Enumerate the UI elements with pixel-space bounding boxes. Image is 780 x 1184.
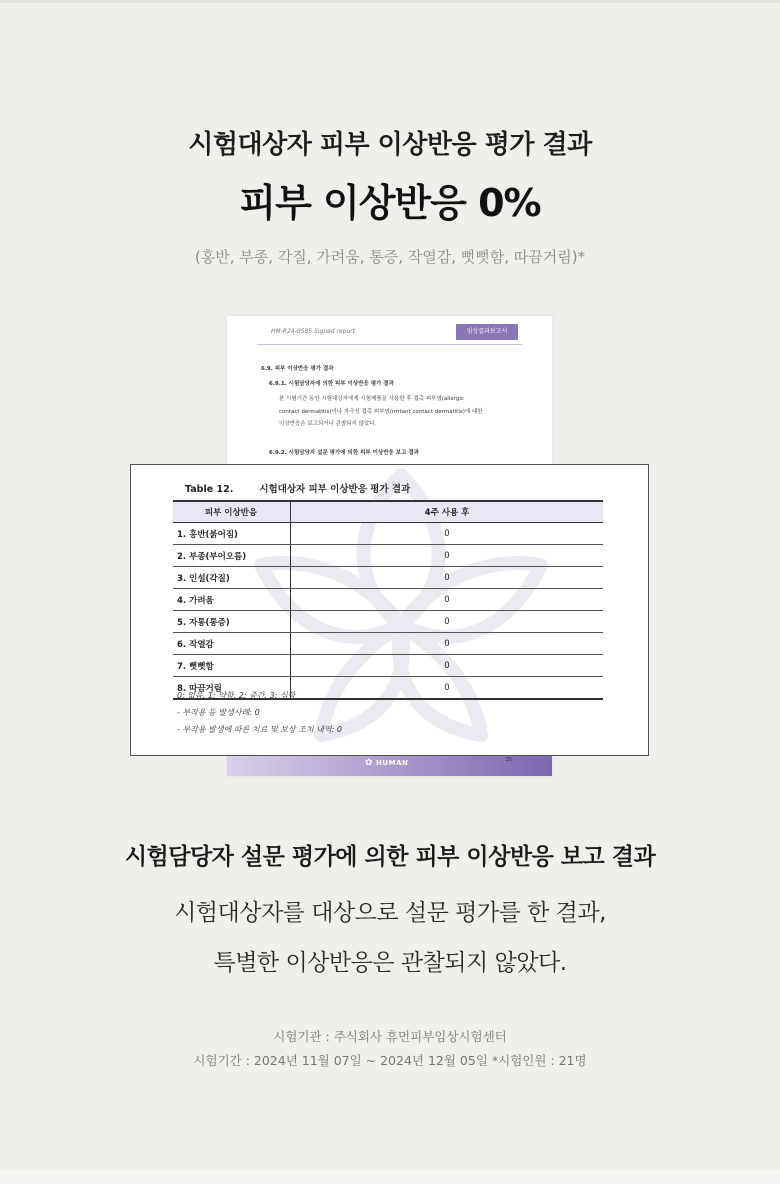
treatment-note: - 부작용 발생에 따른 치료 및 보상 조치 내역: 0 xyxy=(177,725,342,734)
row-label: 1. 홍반(붉어짐) xyxy=(173,523,291,545)
row-value: 0 xyxy=(291,633,604,655)
column-header: 4주 사용 후 xyxy=(291,501,604,523)
top-divider xyxy=(0,0,780,3)
table-notes xyxy=(177,687,342,738)
summary-body xyxy=(0,888,780,988)
row-value: 0 xyxy=(291,677,604,700)
row-label: 8. 따끔거림 xyxy=(173,677,291,700)
page-subtitle: 시험대상자 피부 이상반응 평가 결과 xyxy=(188,130,592,160)
table-title: Table 12. 시험대상자 피부 이상반응 평가 결과 xyxy=(185,484,411,495)
table-header-row xyxy=(173,501,603,523)
row-value: 0 xyxy=(291,545,604,567)
table-row xyxy=(173,589,603,611)
report-line: 이상반응은 보고되거나 관찰되지 않았다. xyxy=(279,421,377,427)
table-row xyxy=(173,611,603,633)
side-effect-note: - 부작용 등 발생사례: 0 xyxy=(177,708,260,717)
result-table-card xyxy=(130,464,649,756)
bottom-band xyxy=(0,1170,780,1184)
table-row xyxy=(173,655,603,677)
test-agency: 시험기관 : 주식회사 휴먼피부임상시험센터 xyxy=(273,1029,507,1044)
row-value: 0 xyxy=(291,611,604,633)
test-meta xyxy=(0,1025,780,1073)
row-label: 4. 가려움 xyxy=(173,589,291,611)
star-logo-icon: ✿ xyxy=(365,758,374,768)
summary-line: 특별한 이상반응은 관찰되지 않았다. xyxy=(213,950,567,976)
row-value: 0 xyxy=(291,655,604,677)
summary-title: 시험담당자 설문 평가에 의한 피부 이상반응 보고 결과 xyxy=(124,844,656,870)
table-row xyxy=(173,523,603,545)
row-value: 0 xyxy=(291,567,604,589)
test-period: 시험기간 : 2024년 11월 07일 ~ 2024년 12월 05일 *시험인원 : 21명 xyxy=(193,1053,587,1068)
row-label: 2. 부종(부어오름) xyxy=(173,545,291,567)
table-row xyxy=(173,545,603,567)
report-doc-id: HM-R24-0585 Signed report xyxy=(271,328,355,335)
row-value: 0 xyxy=(291,523,604,545)
row-value: 0 xyxy=(291,589,604,611)
row-label: 6. 작열감 xyxy=(173,633,291,655)
row-label: 3. 인설(각질) xyxy=(173,567,291,589)
adverse-reaction-table xyxy=(173,500,603,700)
table-row xyxy=(173,567,603,589)
column-header: 피부 이상반응 xyxy=(173,501,291,523)
report-tag: 임상결과보고서 xyxy=(456,324,518,340)
report-line: 본 시험기간 동안 시험대상자에게 시험제품을 사용한 후 접촉 피부염(allergic xyxy=(279,396,464,402)
report-page-number: 25 xyxy=(505,757,512,763)
summary-line: 시험대상자를 대상으로 설문 평가를 한 결과, xyxy=(174,900,606,926)
report-line: 6.9.2. 시험담당자 설문 평가에 의한 피부 이상반응 보고 결과 xyxy=(269,450,419,456)
table-row xyxy=(173,633,603,655)
report-header-rule xyxy=(257,344,522,345)
report-line: 6.9. 피부 이상반응 평가 결과 xyxy=(261,366,334,372)
report-line: 6.9.1. 시험담당자에 의한 피부 이상반응 평가 결과 xyxy=(269,381,394,387)
human-logo: ✿ HUMAN xyxy=(365,758,409,768)
report-line: contact dermatitis)이나 자극성 접촉 피부염(irritant contact dermatitis)에 대한 xyxy=(279,409,483,415)
page-title: 피부 이상반응 0% xyxy=(239,181,541,225)
scale-note: 0: 없음, 1: 약함, 2: 중간, 3: 심함 xyxy=(177,691,296,700)
report-footer xyxy=(227,754,552,776)
symptom-list-note: (홍반, 부종, 각질, 가려움, 통증, 작열감, 뻣뻣함, 따끔거림)* xyxy=(194,248,586,266)
row-label: 7. 뻣뻣함 xyxy=(173,655,291,677)
row-label: 5. 자통(통증) xyxy=(173,611,291,633)
